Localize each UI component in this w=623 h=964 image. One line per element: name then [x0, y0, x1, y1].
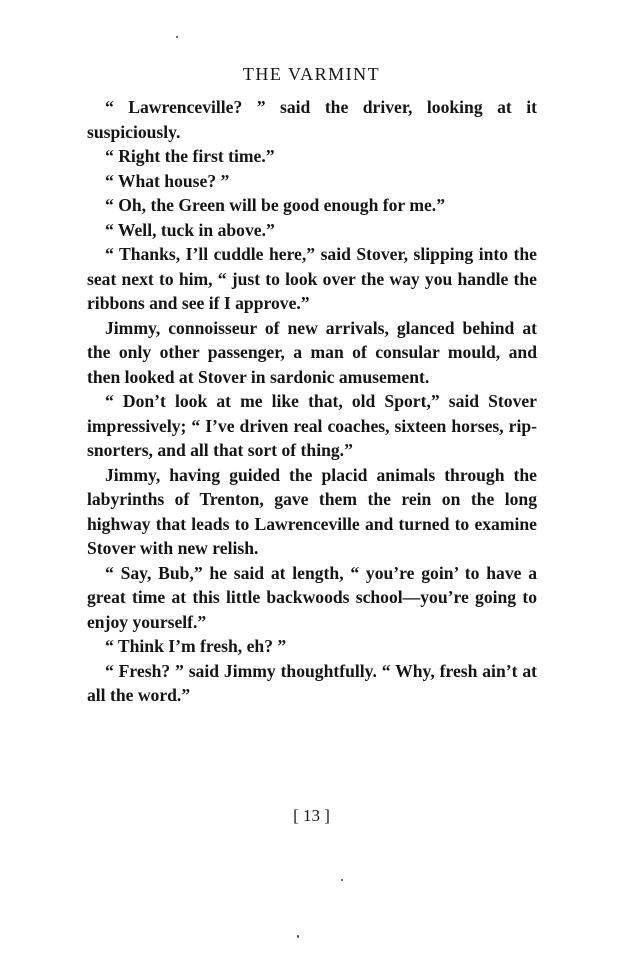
page-speck	[176, 36, 178, 38]
paragraph: “ Fresh? ” said Jimmy thoughtfully. “ Why, fresh ain’t at all the word.”	[87, 660, 537, 705]
paragraph: “ Thanks, I’ll cuddle here,” said Stover, slipping into the seat next to him, “ just to look over the way you handle the ribbons and see if I approve.”	[87, 244, 537, 313]
paragraph: “ What house? ”	[105, 170, 230, 191]
body-text	[87, 95, 537, 708]
paragraph: “ Say, Bub,” he said at length, “ you’re goin’ to have a great time at this little backwoods school—you’re going to enjoy yourself.”	[87, 562, 537, 632]
paragraph: Jimmy, connoisseur of new arrivals, glanced behind at the only other passenger, a man of consular mould, and then looked at Stover in sardonic amusement.	[87, 317, 537, 387]
page-speck	[341, 879, 343, 881]
paragraph: “ Oh, the Green will be good enough for me.”	[105, 195, 445, 215]
paragraph: “ Don’t look at me like that, old Sport,” said Stover impressively; “ I’ve driven real coaches, sixteen horses, rip-snorters, and all that sort of thing.”	[87, 391, 537, 460]
paragraph: “ Lawrenceville? ” said the driver, looking at it suspiciously.	[87, 97, 537, 142]
paragraph: “ Think I’m fresh, eh? ”	[105, 636, 287, 656]
page-number: [ 13 ]	[293, 806, 330, 825]
paragraph: Jimmy, having guided the placid animals through the labyrinths of Trenton, gave them the rein on the long highway that leads to Lawrenceville and turned to examine Stover with new relish.	[87, 464, 537, 558]
page-speck	[297, 935, 299, 938]
running-header: THE VARMINT	[242, 64, 381, 84]
paragraph: “ Well, tuck in above.”	[105, 219, 275, 240]
paragraph: “ Right the first time.”	[105, 146, 275, 166]
